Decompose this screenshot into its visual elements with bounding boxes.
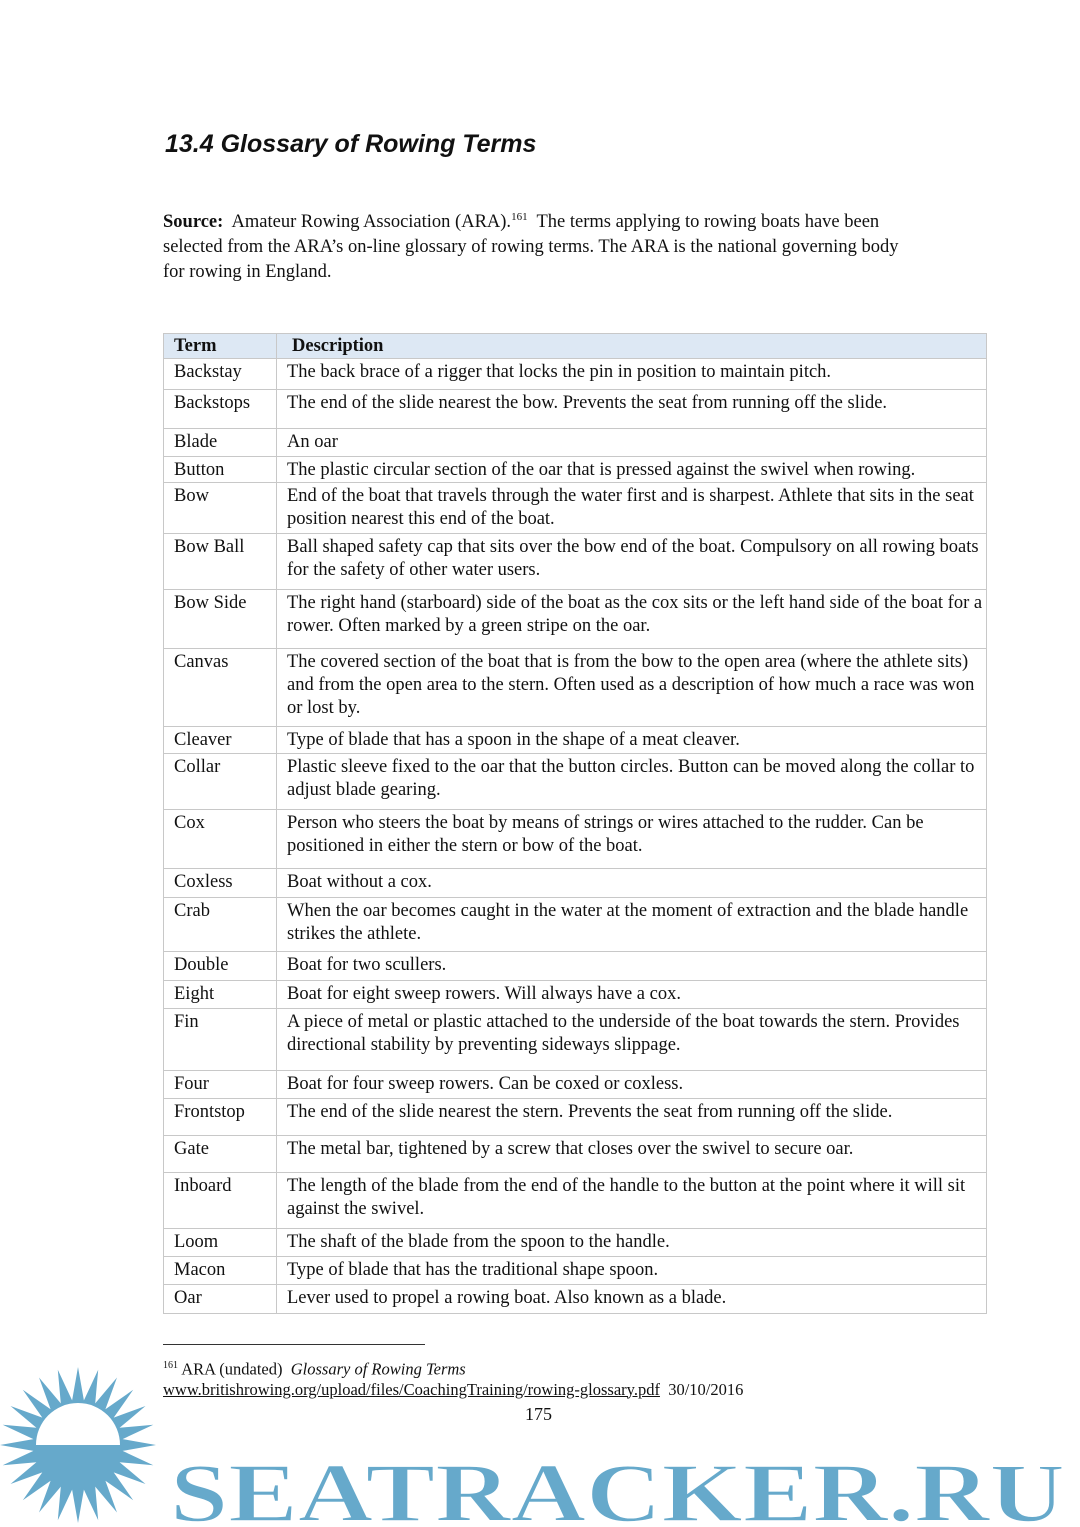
- table-row: [164, 457, 987, 483]
- description-cell: Boat without a cox.: [277, 869, 987, 898]
- term-cell: Backstops: [164, 390, 277, 429]
- footnote-link[interactable]: www.britishrowing.org/upload/files/CoachingTraining/rowing-glossary.pdf: [163, 1379, 660, 1399]
- description-cell: The back brace of a rigger that locks the pin in position to maintain pitch.: [277, 359, 987, 390]
- term-cell: Double: [164, 952, 277, 981]
- term-cell: Cox: [164, 810, 277, 869]
- table-row: [164, 810, 987, 869]
- source-label: Source:: [163, 212, 224, 233]
- table-row: [164, 590, 987, 649]
- description-cell: Type of blade that has a spoon in the shape of a meat cleaver.: [277, 727, 987, 754]
- term-cell: Four: [164, 1071, 277, 1099]
- description-cell: The right hand (starboard) side of the boat as the cox sits or the left hand side of the boat for a rower. Often marked by a green stripe on the oar.: [277, 590, 987, 649]
- description-cell: An oar: [277, 429, 987, 457]
- table-row: [164, 898, 987, 952]
- header-term: Term: [164, 334, 277, 359]
- intro-text: The terms applying to rowing boats have been selected from the ARA’s on-line glossary of rowing terms. The ARA is the national governing body for rowing in England.: [163, 212, 899, 283]
- description-cell: Lever used to propel a rowing boat. Also known as a blade.: [277, 1285, 987, 1314]
- description-cell: Type of blade that has the traditional shape spoon.: [277, 1257, 987, 1285]
- description-cell: Boat for four sweep rowers. Can be coxed or coxless.: [277, 1071, 987, 1099]
- term-cell: Bow Ball: [164, 534, 277, 590]
- term-cell: Coxless: [164, 869, 277, 898]
- term-cell: Canvas: [164, 649, 277, 727]
- watermark-logo: [0, 1365, 1080, 1527]
- term-cell: Crab: [164, 898, 277, 952]
- table-row: [164, 869, 987, 898]
- term-cell: Bow: [164, 483, 277, 534]
- watermark-text: SEATRACKER.RU: [170, 1447, 1065, 1527]
- header-description: Description: [277, 334, 987, 359]
- footnote-ref[interactable]: 161: [511, 211, 528, 223]
- footnote-title: Glossary of Rowing Terms: [290, 1359, 466, 1379]
- term-cell: Oar: [164, 1285, 277, 1314]
- table-row: [164, 1257, 987, 1285]
- term-cell: Macon: [164, 1257, 277, 1285]
- term-cell: Blade: [164, 429, 277, 457]
- footnote-divider: [163, 1344, 425, 1345]
- description-cell: Plastic sleeve fixed to the oar that the button circles. Button can be moved along the collar to adjust blade gearing.: [277, 754, 987, 810]
- glossary-table: [163, 333, 987, 1314]
- table-row: [164, 727, 987, 754]
- description-cell: The plastic circular section of the oar that is pressed against the swivel when rowing.: [277, 457, 987, 483]
- table-row: [164, 1229, 987, 1257]
- intro-paragraph: [163, 205, 923, 285]
- term-cell: Frontstop: [164, 1099, 277, 1136]
- description-cell: The end of the slide nearest the bow. Prevents the seat from running off the slide.: [277, 390, 987, 429]
- term-cell: Button: [164, 457, 277, 483]
- table-row: [164, 649, 987, 727]
- table-row: [164, 483, 987, 534]
- term-cell: Loom: [164, 1229, 277, 1257]
- table-row: [164, 1099, 987, 1136]
- table-row: [164, 429, 987, 457]
- footnote-text: ARA (undated): [181, 1359, 283, 1379]
- description-cell: The length of the blade from the end of the handle to the button at the point where it will sit against the swivel.: [277, 1173, 987, 1229]
- footnote-date: 30/10/2016: [668, 1379, 744, 1399]
- description-cell: Ball shaped safety cap that sits over the bow end of the boat. Compulsory on all rowing boats for the safety of other water users.: [277, 534, 987, 590]
- table-row: [164, 754, 987, 810]
- table-row: [164, 1009, 987, 1071]
- section-heading: 13.4 Glossary of Rowing Terms: [165, 130, 537, 158]
- description-cell: The shaft of the blade from the spoon to the handle.: [277, 1229, 987, 1257]
- intro-text: Amateur Rowing Association (ARA).: [231, 212, 512, 233]
- table-header-row: [164, 334, 987, 359]
- table-row: [164, 1285, 987, 1314]
- table-row: [164, 534, 987, 590]
- description-cell: The metal bar, tightened by a screw that closes over the swivel to secure oar.: [277, 1136, 987, 1173]
- description-cell: The end of the slide nearest the stern. Prevents the seat from running off the slide.: [277, 1099, 987, 1136]
- term-cell: Cleaver: [164, 727, 277, 754]
- term-cell: Fin: [164, 1009, 277, 1071]
- term-cell: Gate: [164, 1136, 277, 1173]
- term-cell: Inboard: [164, 1173, 277, 1229]
- table-row: [164, 1071, 987, 1099]
- term-cell: Eight: [164, 981, 277, 1009]
- description-cell: When the oar becomes caught in the water at the moment of extraction and the blade handle strikes the athlete.: [277, 898, 987, 952]
- description-cell: Boat for two scullers.: [277, 952, 987, 981]
- term-cell: Bow Side: [164, 590, 277, 649]
- footnote-number: 161: [163, 1360, 178, 1371]
- description-cell: A piece of metal or plastic attached to the underside of the boat towards the stern. Provides directional stability by preventing sideways slippage.: [277, 1009, 987, 1071]
- description-cell: End of the boat that travels through the water first and is sharpest. Athlete that sits in the seat position nearest this end of the boat.: [277, 483, 987, 534]
- description-cell: The covered section of the boat that is from the bow to the open area (where the athlete sits) and from the open area to the stern. Often used as a description of how much a race was won or lost by.: [277, 649, 987, 727]
- table-row: [164, 1136, 987, 1173]
- description-cell: Boat for eight sweep rowers. Will always have a cox.: [277, 981, 987, 1009]
- table-row: [164, 1173, 987, 1229]
- table-row: [164, 952, 987, 981]
- term-cell: Collar: [164, 754, 277, 810]
- table-row: [164, 359, 987, 390]
- term-cell: Backstay: [164, 359, 277, 390]
- table-row: [164, 981, 987, 1009]
- sun-icon: [0, 1367, 156, 1523]
- description-cell: Person who steers the boat by means of strings or wires attached to the rudder. Can be positioned in either the stern or bow of the boat.: [277, 810, 987, 869]
- table-row: [164, 390, 987, 429]
- page-number: 175: [525, 1404, 552, 1424]
